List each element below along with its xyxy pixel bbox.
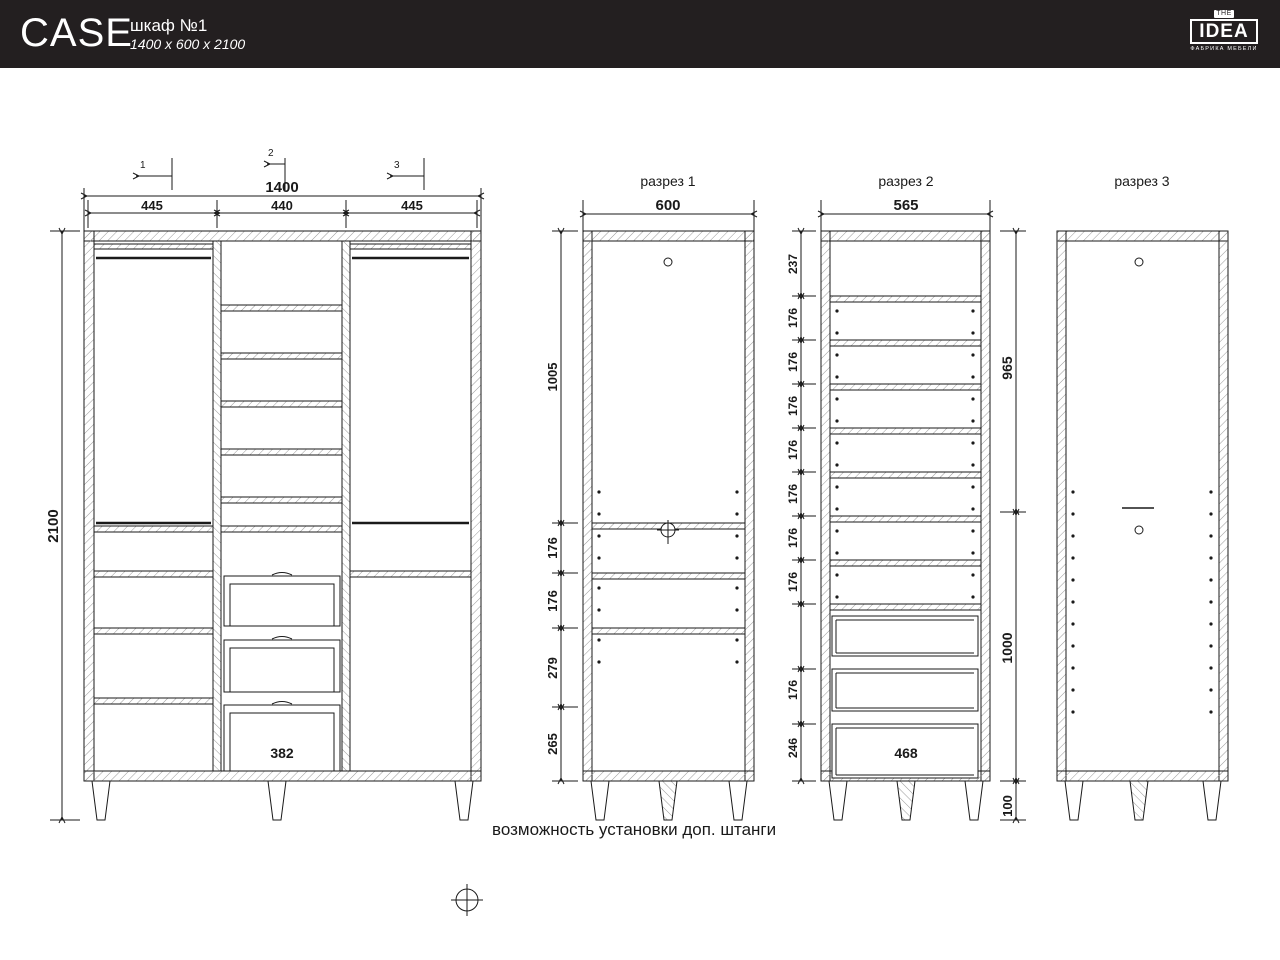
section-marker-3 — [390, 158, 424, 190]
section-marker-2-label: 2 — [268, 148, 274, 159]
front-elevation-view — [45, 148, 481, 820]
page-header — [0, 0, 1280, 68]
section-2-dim-1: 237 — [786, 253, 800, 275]
section-2-width-label: 565 — [893, 197, 919, 214]
front-total-height-label: 2100 — [45, 509, 62, 543]
section-2-dim-10: 246 — [786, 737, 800, 759]
section-2-drawer-width-label: 468 — [894, 745, 918, 761]
section-1-legs — [591, 781, 747, 820]
section-2-drawers — [832, 616, 978, 778]
section-2-dim-4: 176 — [786, 395, 800, 417]
front-total-height-dimension — [45, 231, 80, 820]
logo-bottom-text: ФАБРИКА МЕБЕЛИ — [1190, 46, 1258, 52]
section-3-dim-1: 965 — [999, 356, 1015, 380]
section-2-title: разрез 2 — [878, 173, 934, 189]
section-3-dim-3: 100 — [1000, 795, 1015, 817]
section-2-dim-6: 176 — [786, 483, 800, 505]
section-2-legs — [829, 781, 983, 820]
front-legs — [92, 781, 473, 820]
brand-logo — [1190, 10, 1258, 58]
section-1-dim-1: 1005 — [545, 362, 560, 392]
front-drawers — [224, 573, 340, 772]
section-1-view — [545, 173, 754, 820]
front-bay3-label: 445 — [401, 198, 423, 213]
section-3-legs — [1065, 781, 1221, 820]
section-2-dim-7: 176 — [786, 527, 800, 549]
front-bay1-label: 445 — [141, 198, 163, 213]
product-name: шкаф №1 — [130, 16, 208, 35]
section-3-title: разрез 3 — [1114, 173, 1170, 189]
page-title: CASE — [20, 11, 133, 55]
section-1-width-label: 600 — [655, 197, 681, 214]
section-1-title: разрез 1 — [640, 173, 696, 189]
front-drawer-width-label: 382 — [270, 745, 294, 761]
section-marker-3-label: 3 — [394, 160, 400, 171]
section-2-view — [786, 173, 990, 820]
section-2-dim-8: 176 — [786, 571, 800, 593]
section-2-dim-9: 176 — [786, 679, 800, 701]
section-marker-1-label: 1 — [140, 160, 146, 171]
footnote-symbol — [451, 884, 483, 916]
section-3-dim-2: 1000 — [999, 632, 1015, 664]
logo-top-text: THE — [1214, 10, 1234, 18]
section-3-height-dimensions — [999, 231, 1026, 820]
section-3-view — [999, 173, 1228, 820]
front-bay2-label: 440 — [271, 198, 293, 213]
section-1-dim-5: 265 — [545, 733, 560, 755]
section-2-dim-3: 176 — [786, 351, 800, 373]
section-1-height-dimensions — [545, 231, 578, 781]
front-total-width-label: 1400 — [265, 179, 299, 196]
section-1-dim-4: 279 — [545, 657, 560, 679]
section-1-dim-3: 176 — [545, 590, 560, 612]
front-bay-dimensions — [88, 198, 477, 228]
section-2-dim-5: 176 — [786, 439, 800, 461]
section-1-width-dimension — [583, 197, 754, 233]
section-2-width-dimension — [821, 197, 990, 233]
section-marker-1 — [136, 158, 172, 190]
section-2-dim-2: 176 — [786, 307, 800, 329]
section-2-height-dimensions — [786, 231, 816, 781]
section-1-dim-2: 176 — [545, 537, 560, 559]
logo-main-text: IDEA — [1190, 19, 1258, 44]
footnote-text: возможность установки доп. штанги — [492, 820, 777, 839]
product-dimensions: 1400 x 600 x 2100 — [130, 36, 246, 52]
